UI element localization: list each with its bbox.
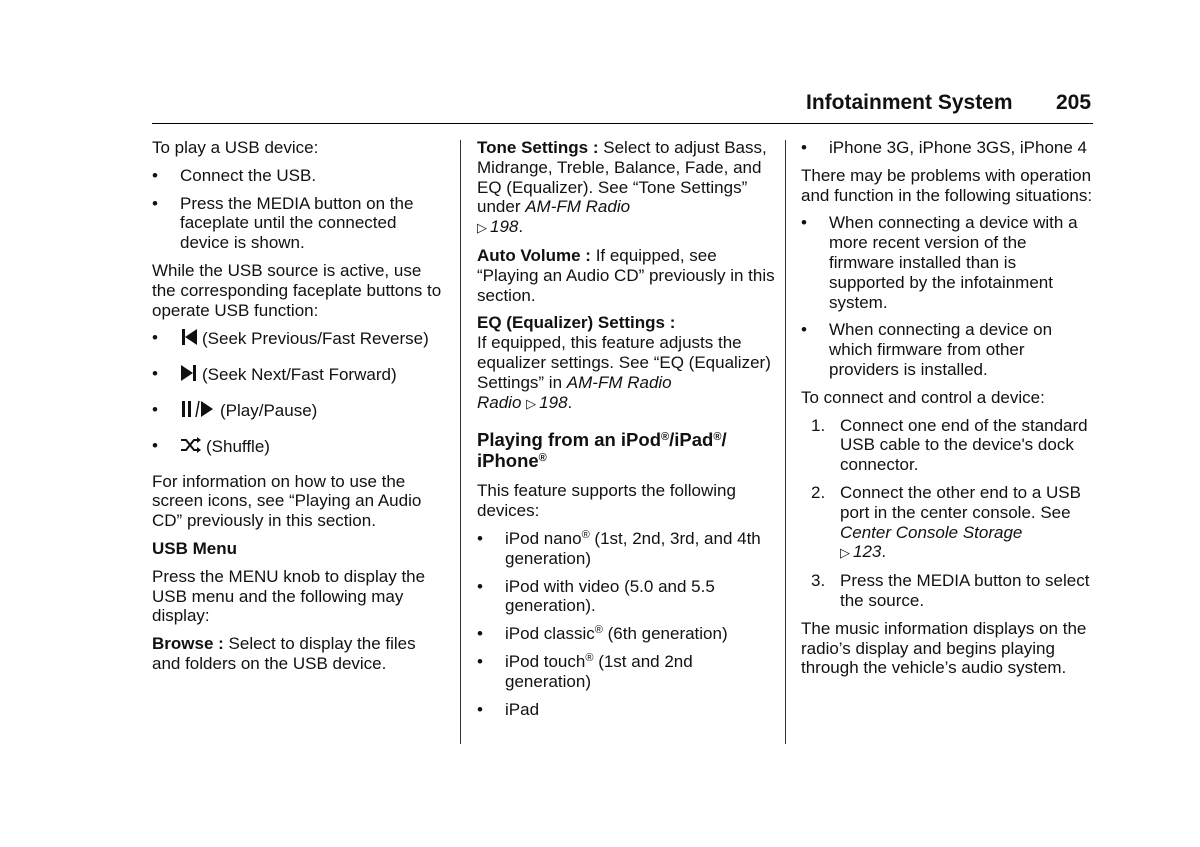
tone-label: Tone Settings : xyxy=(477,138,599,157)
control-label: (Play/Pause) xyxy=(220,400,318,420)
list-item: • iPhone 3G, iPhone 3GS, iPhone 4 xyxy=(801,138,1095,158)
numbered-step: 2. Connect the other end to a USB port in the center console. See Center Console Storage ▷ 123. xyxy=(811,482,1081,562)
auto-text: If equipped, see “Playing an Audio CD” previously in this section. xyxy=(477,245,775,305)
auto-volume-entry xyxy=(477,246,775,305)
browse-entry xyxy=(152,634,444,674)
list-item: • iPod with video (5.0 and 5.5 generation). xyxy=(477,577,775,617)
page-number: 205 xyxy=(1056,91,1092,114)
step2-page: 123 xyxy=(853,542,882,562)
eq-label: EQ (Equalizer) Settings : xyxy=(477,313,676,333)
column-2 xyxy=(477,138,775,727)
control-seek-previous xyxy=(152,328,444,351)
tone-settings-entry: Tone Settings : Select to adjust Bass, Midrange, Treble, Balance, Fade, and EQ (Equalizer). See “Tone Settings” under AM-FM Radio ▷ 198. xyxy=(477,138,767,237)
ipod-section-heading: Playing from an iPod®/iPad®/ iPhone® xyxy=(477,429,727,472)
eq-ref: AM-FM Radio xyxy=(566,372,672,392)
auto-label: Auto Volume : xyxy=(477,245,591,265)
eq-settings-entry: EQ (Equalizer) Settings : If equipped, this feature adjusts the equalizer settings. See “EQ (Equalizer) Settings” in AM-FM Radio Radio ▷ 198. xyxy=(477,313,771,412)
shuffle-icon xyxy=(180,436,202,459)
usb-menu-heading: USB Menu xyxy=(152,538,237,558)
music-text: The music information displays on the radio’s display and begins playing through the vehicle’s audio system. xyxy=(801,618,1087,678)
usb-menu-text: Press the MENU knob to display the USB menu and the following may display: xyxy=(152,566,426,626)
eq-text: If equipped, this feature adjusts the equalizer settings. See “EQ (Equalizer) Settings” in xyxy=(477,333,771,392)
control-seek-next xyxy=(152,364,444,387)
tone-text: Select to adjust Bass, Midrange, Treble, Balance, Fade, and EQ (Equalizer). See “Tone Settings” under xyxy=(477,138,767,217)
list-item: • iPad xyxy=(477,700,775,720)
connect-text: To connect and control a device: xyxy=(801,387,1045,407)
usb-intro: To play a USB device: xyxy=(152,138,319,157)
list-item: • Press the MEDIA button on the faceplate until the connected device is shown. xyxy=(152,194,444,253)
tone-page: 198 xyxy=(490,217,519,237)
eq-page: 198 xyxy=(539,392,568,412)
problems-text: There may be problems with operation and function in the following situations: xyxy=(801,165,1093,205)
page-ref-icon: ▷ xyxy=(526,395,537,411)
control-label: (Seek Previous/Fast Reverse) xyxy=(202,329,429,349)
control-play-pause xyxy=(152,400,444,423)
page-ref-icon: ▷ xyxy=(477,220,487,236)
list-item: • Connect the USB. xyxy=(152,166,444,186)
seek-previous-icon xyxy=(180,328,198,351)
eq-ref-cont: Radio xyxy=(477,392,522,412)
play-pause-icon xyxy=(180,400,216,423)
numbered-step: 3. Press the MEDIA button to select the source. xyxy=(811,571,1090,610)
list-item: • iPod nano® (1st, 2nd, 3rd, and 4th generation) xyxy=(477,529,775,569)
seek-next-icon xyxy=(180,364,198,387)
list-item: • When connecting a device on which firmware from other providers is installed. xyxy=(801,320,1095,379)
numbered-step: 1. Connect one end of the standard USB cable to the device's dock connector. xyxy=(811,415,1088,475)
browse-text: Select to display the files and folders on the USB device. xyxy=(152,634,416,673)
tone-ref: AM-FM Radio xyxy=(525,197,631,217)
usb-active-text: While the USB source is active, use the corresponding faceplate buttons to operate USB function: xyxy=(152,260,442,320)
control-shuffle xyxy=(152,436,444,459)
page-ref-icon: ▷ xyxy=(840,545,850,561)
column-divider xyxy=(460,140,461,744)
list-item: • iPod classic® (6th generation) xyxy=(477,624,775,644)
list-item: • When connecting a device with a more recent version of the firmware installed than is supported by the infotainment system. xyxy=(801,213,1095,312)
column-1 xyxy=(152,138,444,682)
header-divider xyxy=(152,123,1093,124)
list-item: • iPod touch® (1st and 2nd generation) xyxy=(477,652,775,692)
info-text: For information on how to use the screen icons, see “Playing an Audio CD” previously in this section. xyxy=(152,471,422,531)
column-3 xyxy=(801,138,1095,686)
step2-ref: Center Console Storage xyxy=(840,522,1023,542)
browse-label: Browse : xyxy=(152,634,224,654)
supports-text: This feature supports the following devices: xyxy=(477,481,736,521)
page-title: Infotainment System xyxy=(806,91,1013,114)
control-label: (Seek Next/Fast Forward) xyxy=(202,365,397,385)
column-divider xyxy=(785,140,786,744)
control-label: (Shuffle) xyxy=(206,436,270,456)
